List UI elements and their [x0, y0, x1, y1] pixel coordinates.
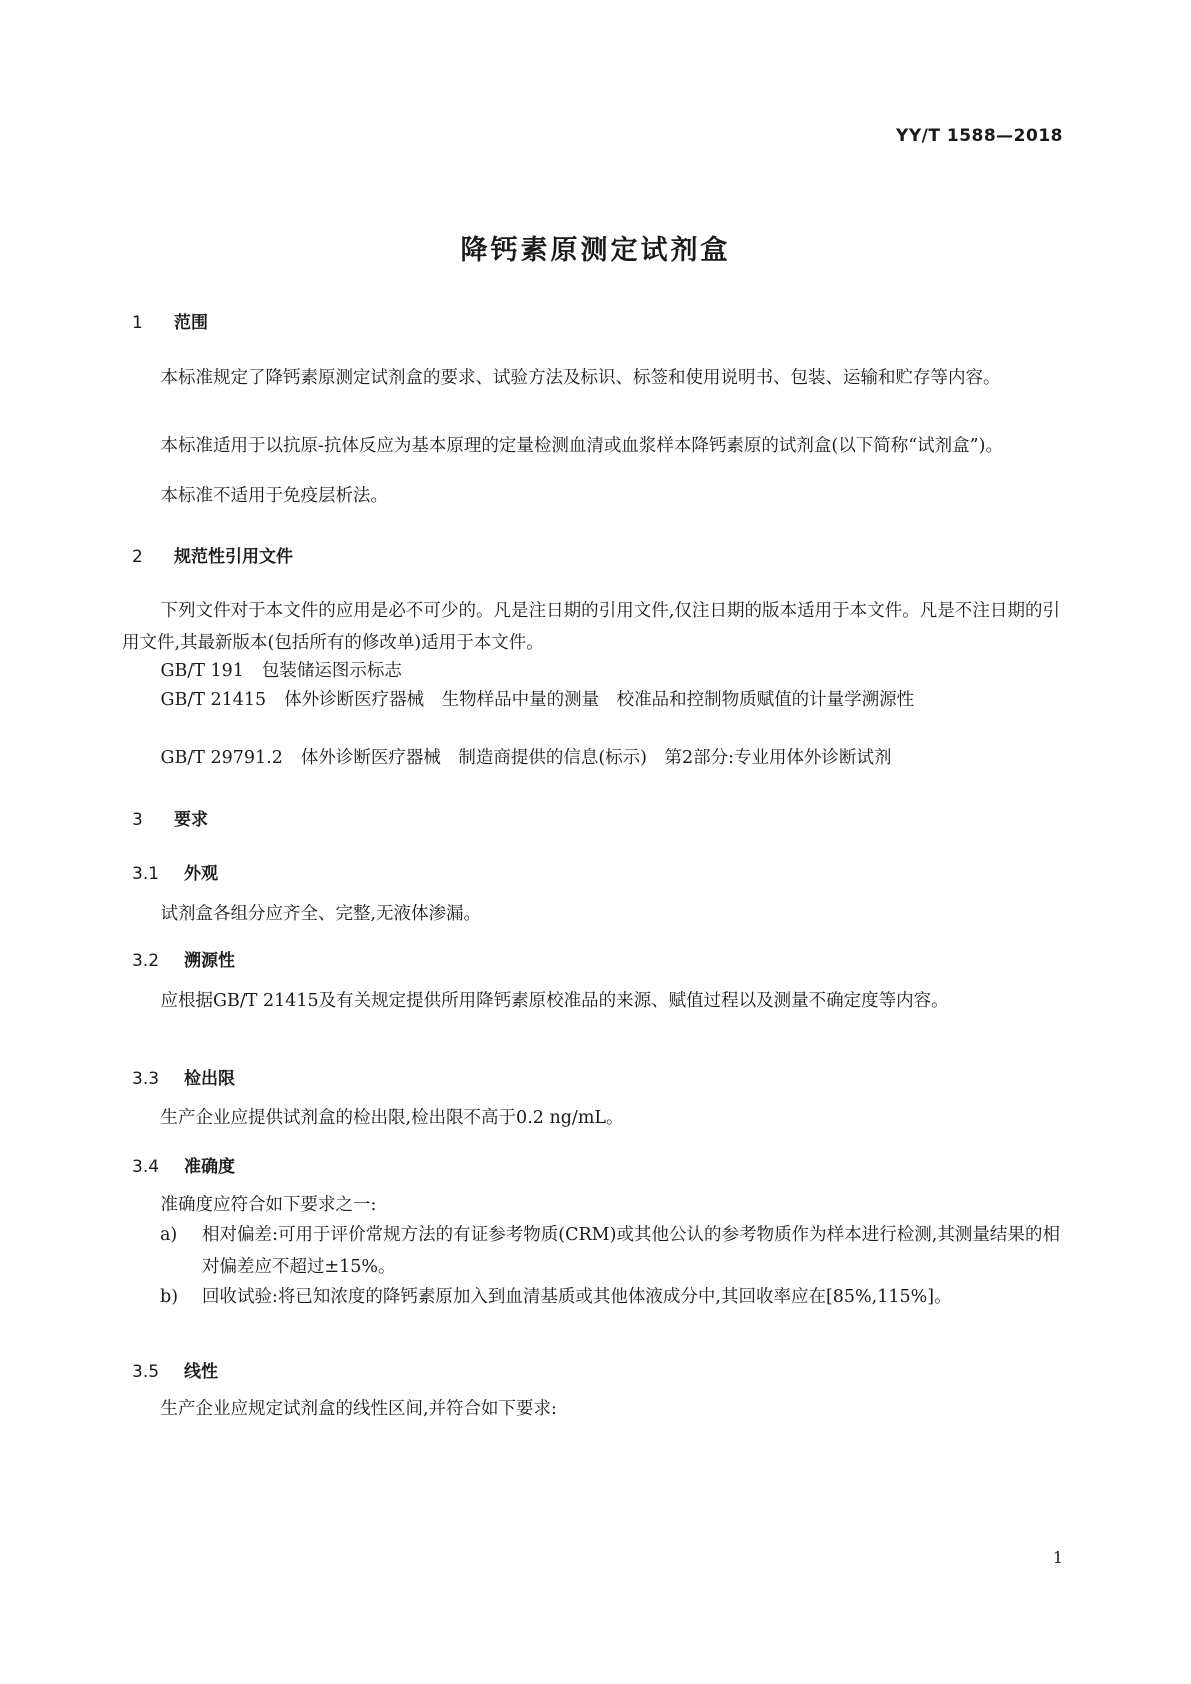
reference-code: GB/T 29791.2	[160, 748, 283, 768]
section-title: 检出限	[184, 1069, 235, 1089]
section-number: 3.1	[132, 864, 160, 884]
list-item	[160, 1219, 1060, 1283]
section-title: 要求	[174, 810, 208, 830]
section-title: 范围	[174, 313, 208, 333]
page-number: 1	[1052, 1548, 1063, 1567]
reference-title: 体外诊断医疗器械 生物样品中量的测量 校准品和控制物质赋值的计量学溯源性	[284, 690, 915, 710]
reference-title: 体外诊断医疗器械 制造商提供的信息(标示) 第2部分:专业用体外诊断试剂	[300, 748, 892, 768]
section-title: 规范性引用文件	[174, 547, 293, 567]
subsection-3-2-heading	[132, 946, 235, 971]
section-title: 线性	[184, 1362, 218, 1382]
list-marker: b)	[160, 1287, 179, 1307]
section-number: 3.4	[132, 1157, 160, 1177]
reference-code: GB/T 191	[160, 661, 244, 681]
paragraph: 生产企业应规定试剂盒的线性区间,并符合如下要求:	[160, 1399, 557, 1419]
section-number: 3.3	[132, 1069, 160, 1089]
subsection-3-3-heading	[132, 1064, 235, 1089]
section-number: 3.5	[132, 1362, 160, 1382]
subsection-3-4-heading	[132, 1152, 235, 1177]
paragraph: 生产企业应提供试剂盒的检出限,检出限不高于0.2 ng/mL。	[160, 1108, 624, 1128]
subsection-3-5-heading	[132, 1357, 218, 1382]
section-3-heading	[132, 805, 208, 830]
reference-item	[122, 655, 1060, 687]
list-marker: a)	[160, 1225, 178, 1245]
reference-item	[122, 742, 1060, 774]
paragraph: 本标准规定了降钙素原测定试剂盒的要求、试验方法及标识、标签和使用说明书、包装、运输和贮存等内容。	[160, 368, 1001, 388]
section-title: 溯源性	[184, 951, 235, 971]
paragraph: 本标准适用于以抗原-抗体反应为基本原理的定量检测血清或血浆样本降钙素原的试剂盒(以下简称“试剂盒”)。	[160, 436, 1003, 456]
list-item	[160, 1281, 1060, 1313]
paragraph: 应根据GB/T 21415及有关规定提供所用降钙素原校准品的来源、赋值过程以及测量不确定度等内容。	[160, 991, 949, 1011]
section-title: 准确度	[184, 1157, 235, 1177]
section-1-heading	[132, 308, 208, 333]
reference-item	[122, 684, 1060, 716]
reference-code: GB/T 21415	[160, 690, 267, 710]
subsection-3-1-heading	[132, 859, 218, 884]
section-number: 3	[132, 810, 143, 830]
paragraph: 下列文件对于本文件的应用是必不可少的。凡是注日期的引用文件,仅注日期的版本适用于本文件。凡是不注日期的引用文件,其最新版本(包括所有的修改单)适用于本文件。	[122, 601, 1060, 653]
list-item-text: 相对偏差:可用于评价常规方法的有证参考物质(CRM)或其他公认的参考物质作为样本进行检测,其测量结果的相对偏差应不超过±15%。	[202, 1225, 1060, 1277]
reference-title: 包装储运图示标志	[261, 661, 402, 681]
paragraph: 准确度应符合如下要求之一:	[160, 1195, 377, 1215]
section-title: 外观	[184, 864, 218, 884]
list-item-text: 回收试验:将已知浓度的降钙素原加入到血清基质或其他体液成分中,其回收率应在[85%,115%]。	[202, 1287, 952, 1307]
document-title: 降钙素原测定试剂盒	[460, 235, 731, 266]
section-2-heading	[132, 542, 293, 567]
section-number: 2	[132, 547, 143, 567]
section-number: 1	[132, 313, 143, 333]
section-number: 3.2	[132, 951, 160, 971]
paragraph: 本标准不适用于免疫层析法。	[160, 486, 388, 506]
paragraph: 试剂盒各组分应齐全、完整,无液体渗漏。	[160, 904, 482, 924]
standard-code: YY/T 1588—2018	[896, 126, 1063, 146]
